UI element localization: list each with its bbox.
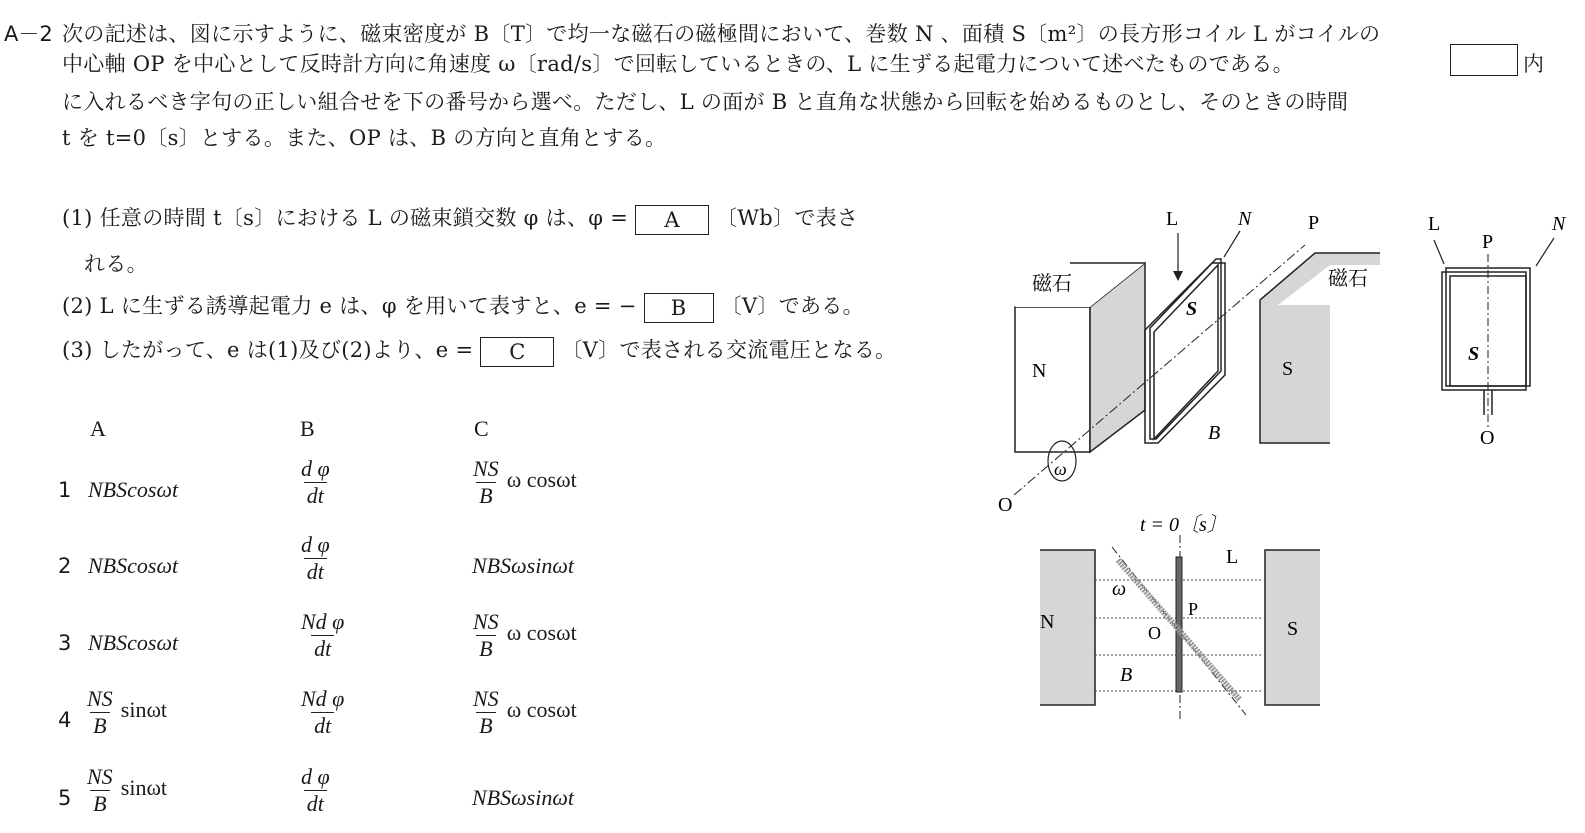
box-c: C bbox=[480, 337, 554, 367]
box-b: B bbox=[644, 293, 714, 323]
frac-num: d φ bbox=[301, 764, 330, 789]
item-2-unit: 〔V〕である。 bbox=[720, 294, 864, 318]
top-label-b: B bbox=[1120, 664, 1133, 686]
option-1-c-tail: ω cosωt bbox=[506, 467, 577, 492]
option-3-a bbox=[88, 630, 178, 656]
frac-den: dt bbox=[304, 482, 327, 509]
figure-perspective bbox=[990, 195, 1410, 525]
top-pole-s: S bbox=[1287, 618, 1299, 640]
blank-box bbox=[1450, 44, 1518, 76]
pole-n: N bbox=[1032, 360, 1047, 382]
option-1-b bbox=[298, 456, 333, 509]
item-3 bbox=[62, 334, 896, 367]
item-3-unit: 〔V〕で表される交流電圧となる。 bbox=[561, 338, 897, 362]
option-4-b bbox=[298, 686, 347, 739]
option-5-a-tail: sinωt bbox=[120, 775, 168, 800]
pole-s: S bbox=[1282, 358, 1294, 380]
item-1 bbox=[62, 202, 858, 235]
option-4-a-tail: sinωt bbox=[120, 697, 168, 722]
question-line-4: t を t=0〔s〕とする。また、OP は、B の方向と直角とする。 bbox=[62, 126, 667, 150]
option-3-number[interactable]: 3 bbox=[58, 631, 72, 655]
frac-den: dt bbox=[311, 635, 334, 662]
option-2-a-text: NBScosωt bbox=[88, 553, 179, 578]
frac-den: dt bbox=[304, 790, 327, 817]
item-1-cont: れる。 bbox=[84, 252, 148, 276]
frac-num: NS bbox=[87, 686, 113, 711]
option-2-c bbox=[472, 553, 574, 579]
option-5-c bbox=[472, 785, 574, 811]
option-2-c-text: NBSωsinωt bbox=[472, 553, 574, 578]
option-2-a bbox=[88, 553, 178, 579]
option-4-number[interactable]: 4 bbox=[58, 708, 72, 732]
axis-label-p: P bbox=[1308, 212, 1320, 234]
figure-front-view bbox=[1420, 200, 1580, 455]
turns-label-n: N bbox=[1238, 208, 1252, 230]
option-4-a bbox=[84, 686, 167, 739]
magnet-label-right: 磁石 bbox=[1328, 268, 1368, 290]
option-3-c-tail: ω cosωt bbox=[506, 620, 577, 645]
frac-num: NS bbox=[87, 764, 113, 789]
frac-den: B bbox=[90, 790, 109, 817]
item-2 bbox=[62, 290, 864, 323]
question-line-2 bbox=[62, 48, 1294, 78]
frac-num: Nd φ bbox=[301, 686, 345, 711]
option-5-c-text: NBSωsinωt bbox=[472, 785, 574, 810]
question-line-1: 次の記述は、図に示すように、磁束密度が B〔T〕で均一な磁石の磁極間において、巻数 N 、面積 S〔m²〕の長方形コイル L がコイルの bbox=[62, 22, 1381, 46]
coil-label-l: L bbox=[1166, 208, 1179, 230]
question-number: A－2 bbox=[4, 22, 53, 46]
question-line-2-tail: 内 bbox=[1523, 52, 1545, 76]
top-omega: ω bbox=[1112, 578, 1127, 600]
col-header-c: C bbox=[474, 416, 489, 441]
omega-label: ω bbox=[1054, 459, 1067, 479]
frac-den: dt bbox=[304, 558, 327, 585]
frac-num: NS bbox=[473, 686, 499, 711]
frac-num: NS bbox=[473, 456, 499, 481]
option-2-b bbox=[298, 532, 333, 585]
frac-den: B bbox=[476, 482, 495, 509]
option-5-a bbox=[84, 764, 167, 817]
option-1-number[interactable]: 1 bbox=[58, 478, 72, 502]
frac-num: d φ bbox=[301, 456, 330, 481]
front-label-l: L bbox=[1428, 213, 1441, 235]
option-3-a-text: NBScosωt bbox=[88, 630, 179, 655]
option-4-c bbox=[470, 686, 577, 739]
option-2-number[interactable]: 2 bbox=[58, 554, 72, 578]
front-label-o: O bbox=[1480, 427, 1495, 449]
question-line-2-text: 中心軸 OP を中心として反時計方向に角速度 ω〔rad/s〕で回転しているときの、L に生ずる起電力について述べたものである。 bbox=[62, 52, 1294, 76]
item-3-text: (3) したがって、e は(1)及び(2)より、e = bbox=[62, 338, 474, 362]
col-header-a: A bbox=[90, 416, 106, 441]
top-label-p: P bbox=[1188, 599, 1199, 619]
figure-top-view bbox=[1000, 505, 1360, 730]
option-5-number[interactable]: 5 bbox=[58, 786, 72, 810]
item-2-text: (2) L に生ずる誘導起電力 e は、φ を用いて表すと、e = − bbox=[62, 294, 637, 318]
top-label-o: O bbox=[1148, 623, 1161, 643]
coil-area-label: S bbox=[1186, 298, 1198, 320]
frac-den: B bbox=[476, 635, 495, 662]
top-label-l: L bbox=[1226, 546, 1239, 568]
option-3-c bbox=[470, 609, 577, 662]
front-label-s: S bbox=[1468, 343, 1480, 365]
box-a: A bbox=[635, 205, 709, 235]
front-label-p: P bbox=[1482, 231, 1494, 253]
option-1-a-text: NBScosωt bbox=[88, 477, 179, 502]
option-5-b bbox=[298, 764, 333, 817]
frac-den: B bbox=[476, 712, 495, 739]
item-1-text: (1) 任意の時間 t〔s〕における L の磁束鎖交数 φ は、φ = bbox=[62, 206, 629, 230]
top-pole-n: N bbox=[1040, 611, 1055, 633]
front-label-n: N bbox=[1552, 213, 1566, 235]
option-1-a bbox=[88, 477, 178, 503]
option-1-c bbox=[470, 456, 577, 509]
col-header-b: B bbox=[300, 416, 315, 441]
item-1-unit: 〔Wb〕で表さ bbox=[716, 206, 859, 230]
frac-num: NS bbox=[473, 609, 499, 634]
magnet-label-left: 磁石 bbox=[1032, 273, 1072, 295]
field-label-b: B bbox=[1208, 422, 1221, 444]
option-3-b bbox=[298, 609, 347, 662]
frac-num: Nd φ bbox=[301, 609, 345, 634]
t0-label: t = 0〔s〕 bbox=[1140, 514, 1227, 536]
axis-label-o: O bbox=[998, 494, 1013, 516]
frac-den: B bbox=[90, 712, 109, 739]
question-line-3: に入れるべき字句の正しい組合せを下の番号から選べ。ただし、L の面が B と直角な状態から回転を始めるものとし、そのときの時間 bbox=[62, 90, 1349, 114]
frac-den: dt bbox=[311, 712, 334, 739]
frac-num: d φ bbox=[301, 532, 330, 557]
option-4-c-tail: ω cosωt bbox=[506, 697, 577, 722]
